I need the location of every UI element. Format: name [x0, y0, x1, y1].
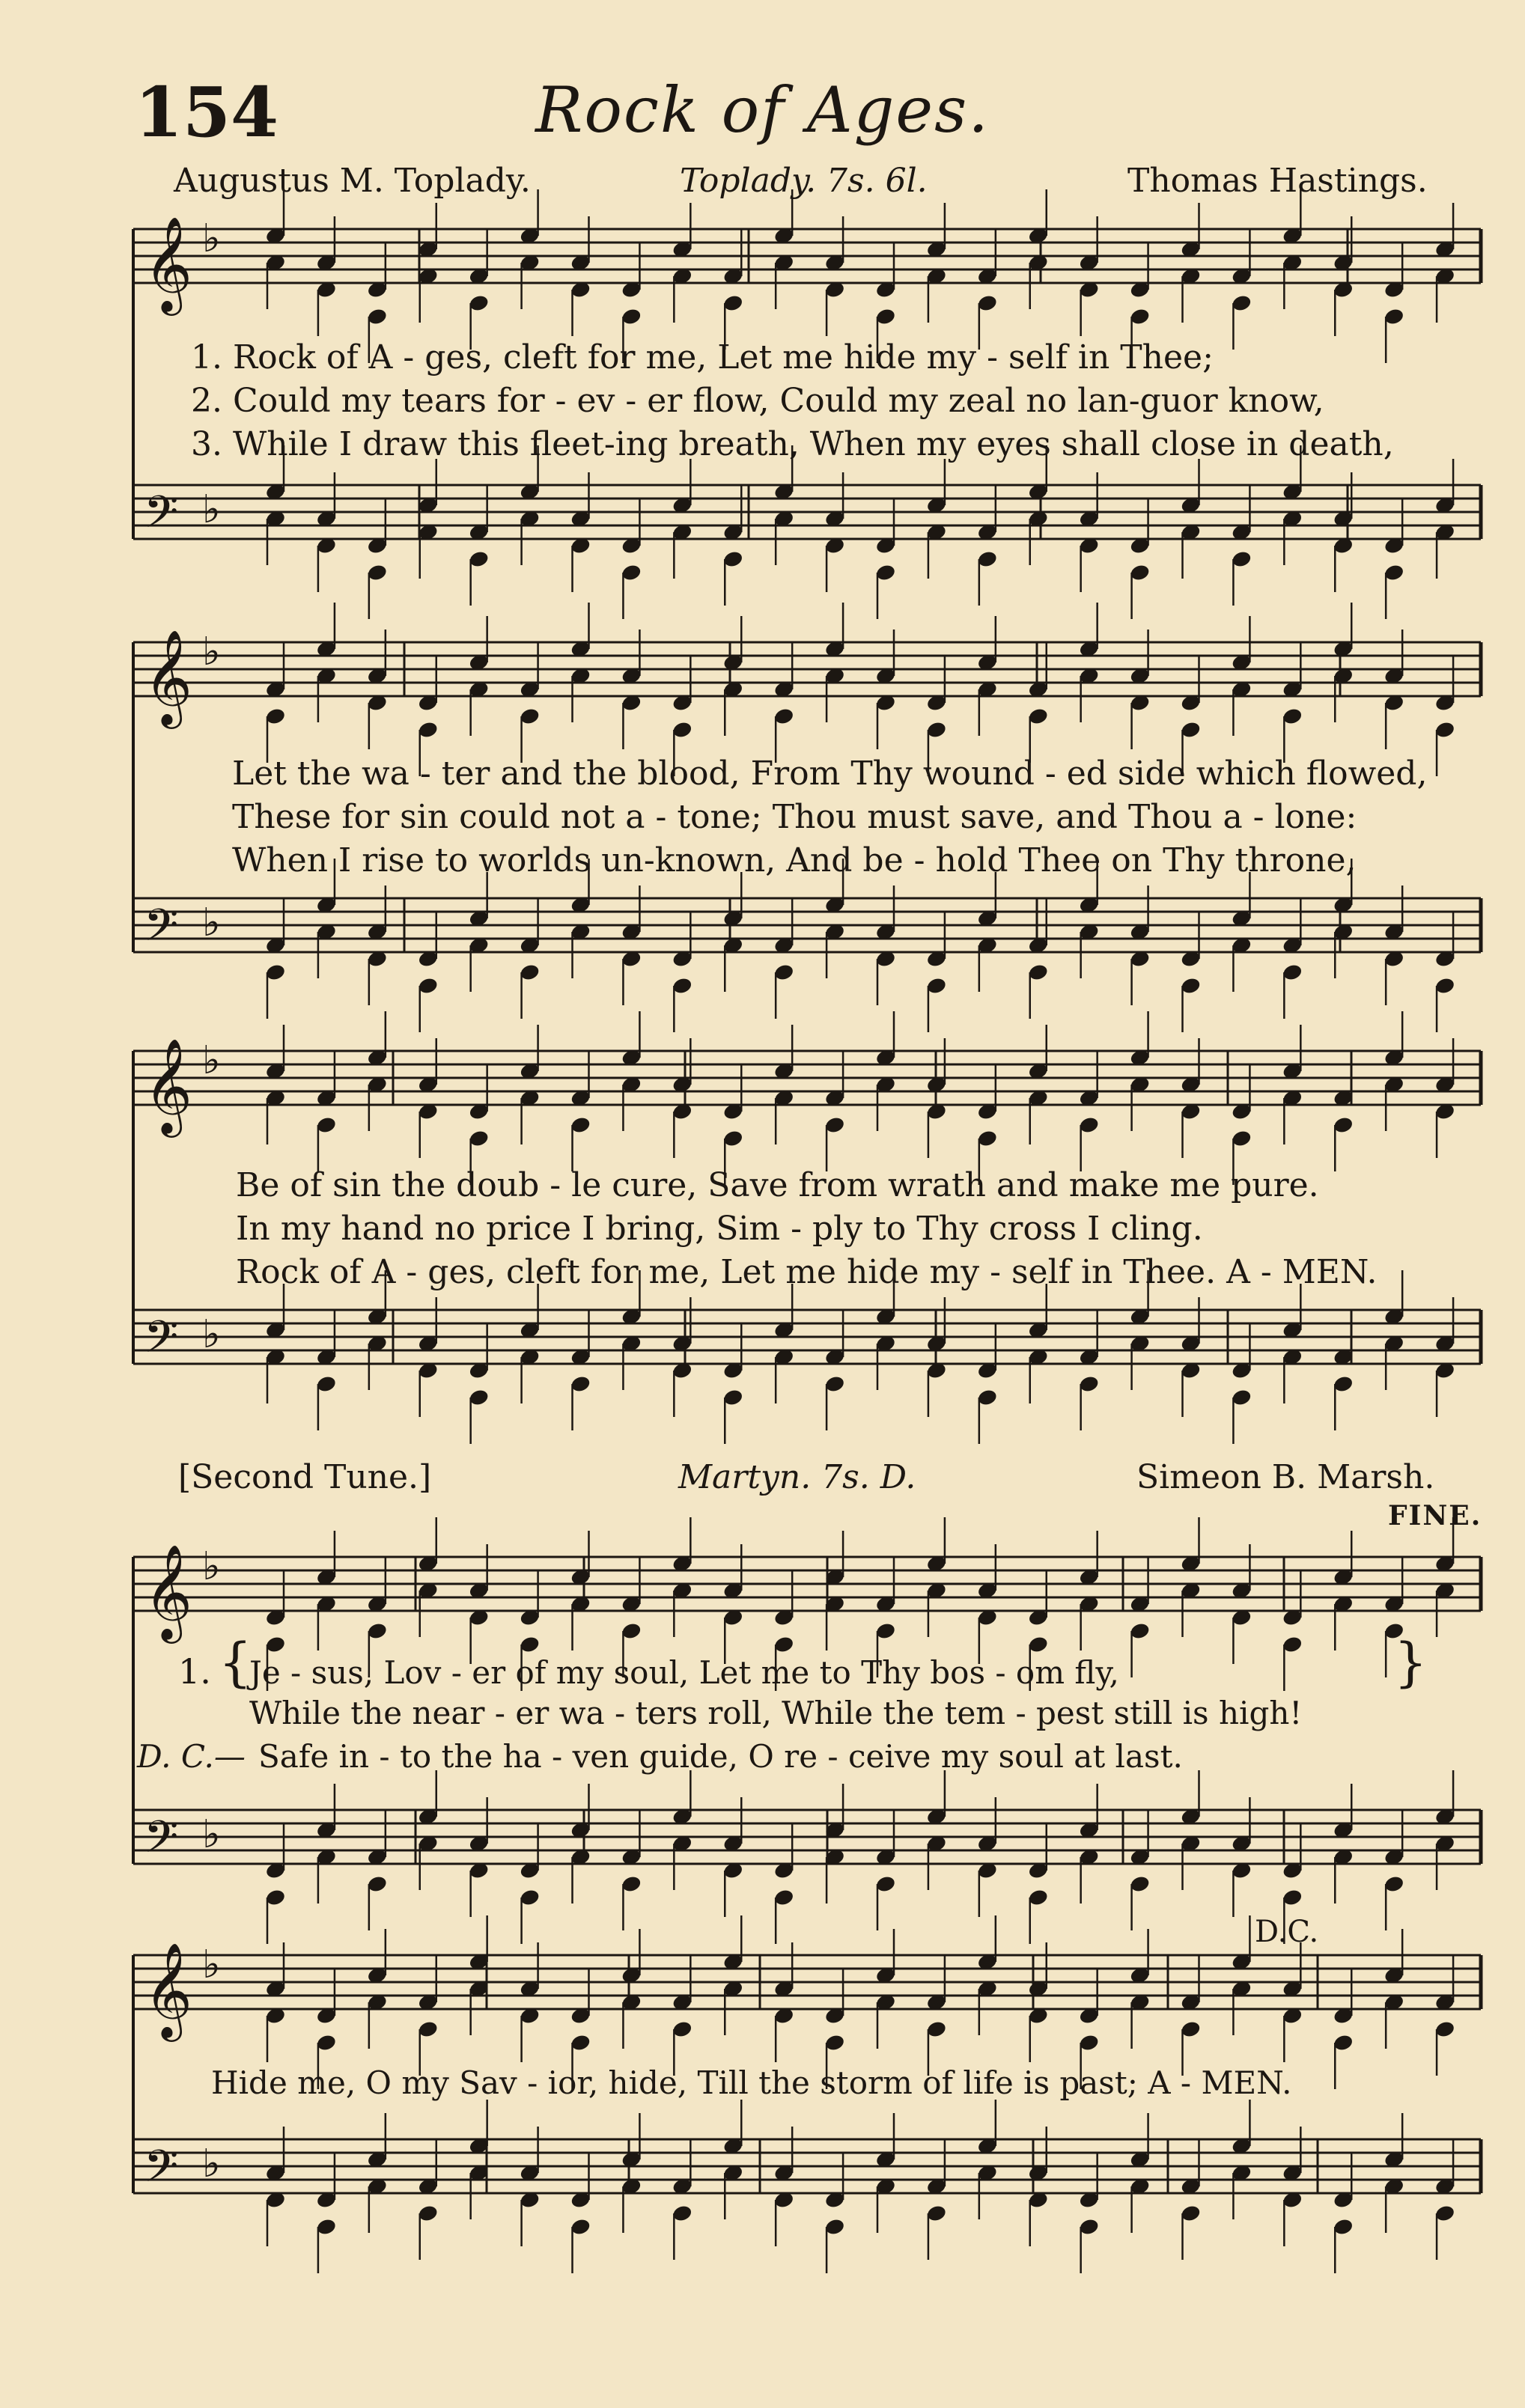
second-tune-composer: Simeon B. Marsh.: [1136, 1458, 1435, 1496]
treble-clef: 𝄞: [144, 1543, 193, 1639]
key-signature-flat: ♭: [202, 1544, 221, 1589]
key-signature-flat: ♭: [202, 216, 221, 261]
key-signature-flat: ♭: [202, 1038, 221, 1083]
lyric-line: While the near - er wa - ters roll, While the tem - pest still is high!: [249, 1695, 1303, 1731]
treble-clef: 𝄞: [144, 629, 193, 725]
lyric-line: 1. Rock of A - ges, cleft for me, Let me hide my - self in Thee;: [191, 338, 1214, 377]
treble-clef: 𝄞: [144, 216, 193, 311]
bass-clef: 𝄢: [144, 1811, 179, 1874]
second-tune-label: [Second Tune.]: [178, 1458, 432, 1496]
fine-mark: FINE.: [1388, 1500, 1482, 1531]
key-signature-flat: ♭: [202, 630, 221, 674]
bass-clef: 𝄢: [144, 899, 179, 962]
lyric-line: These for sin could not a - tone; Thou must save, and Thou a - lone:: [232, 798, 1357, 836]
lyric-line: Safe in - to the ha - ven guide, O re - ceive my soul at last.: [258, 1738, 1183, 1775]
lyric-line: When I rise to worlds un-known, And be - hold Thee on Thy throne,: [232, 841, 1357, 880]
author-credit: Augustus M. Toplady.: [174, 162, 531, 200]
treble-clef: 𝄞: [144, 1037, 193, 1133]
key-signature-flat: ♭: [202, 900, 221, 945]
verse-number: 1.: [178, 1651, 211, 1692]
lyric-line: Let the wa - ter and the blood, From Thy wound - ed side which flowed,: [232, 755, 1428, 793]
bass-clef: 𝄢: [144, 1311, 179, 1374]
key-signature-flat: ♭: [202, 1942, 221, 1987]
lyric-line: Je - sus, Lov - er of my soul, Let me to Thy bos - om fly,: [249, 1654, 1119, 1691]
brace-open: {: [219, 1632, 252, 1693]
lyric-line: 3. While I draw this fleet-ing breath, When my eyes shall close in death,: [191, 425, 1394, 463]
key-signature-flat: ♭: [202, 487, 221, 532]
key-signature-flat: ♭: [202, 1812, 221, 1857]
composer-credit: Thomas Hastings.: [1127, 162, 1428, 200]
brace-close: }: [1394, 1632, 1428, 1693]
tune-meter: Toplady. 7s. 6l.: [680, 162, 928, 200]
key-signature-flat: ♭: [202, 1312, 221, 1357]
lyric-line: 2. Could my tears for - ev - er flow, Could my zeal no lan-guor know,: [191, 382, 1324, 420]
lyric-line: Rock of A - ges, cleft for me, Let me hide my - self in Thee. A - MEN.: [236, 1253, 1378, 1291]
lyric-line: In my hand no price I bring, Sim - ply to Thy cross I cling.: [236, 1210, 1203, 1248]
lyric-line: Hide me, O my Sav - ior, hide, Till the storm of life is past; A - MEN.: [211, 2064, 1292, 2101]
dc-label: D. C.—: [137, 1738, 246, 1775]
dc-mark: D.C.: [1255, 1915, 1319, 1949]
lyric-line: Be of sin the doub - le cure, Save from wrath and make me pure.: [236, 1166, 1319, 1204]
hymn-title: Rock of Ages.: [535, 73, 990, 147]
treble-clef: 𝄞: [144, 1942, 193, 2037]
hymn-number: 154: [135, 72, 279, 153]
bass-clef: 𝄢: [144, 2140, 179, 2203]
key-signature-flat: ♭: [202, 2142, 221, 2186]
second-tune-meter: Martyn. 7s. D.: [678, 1458, 916, 1496]
bass-clef: 𝄢: [144, 486, 179, 549]
